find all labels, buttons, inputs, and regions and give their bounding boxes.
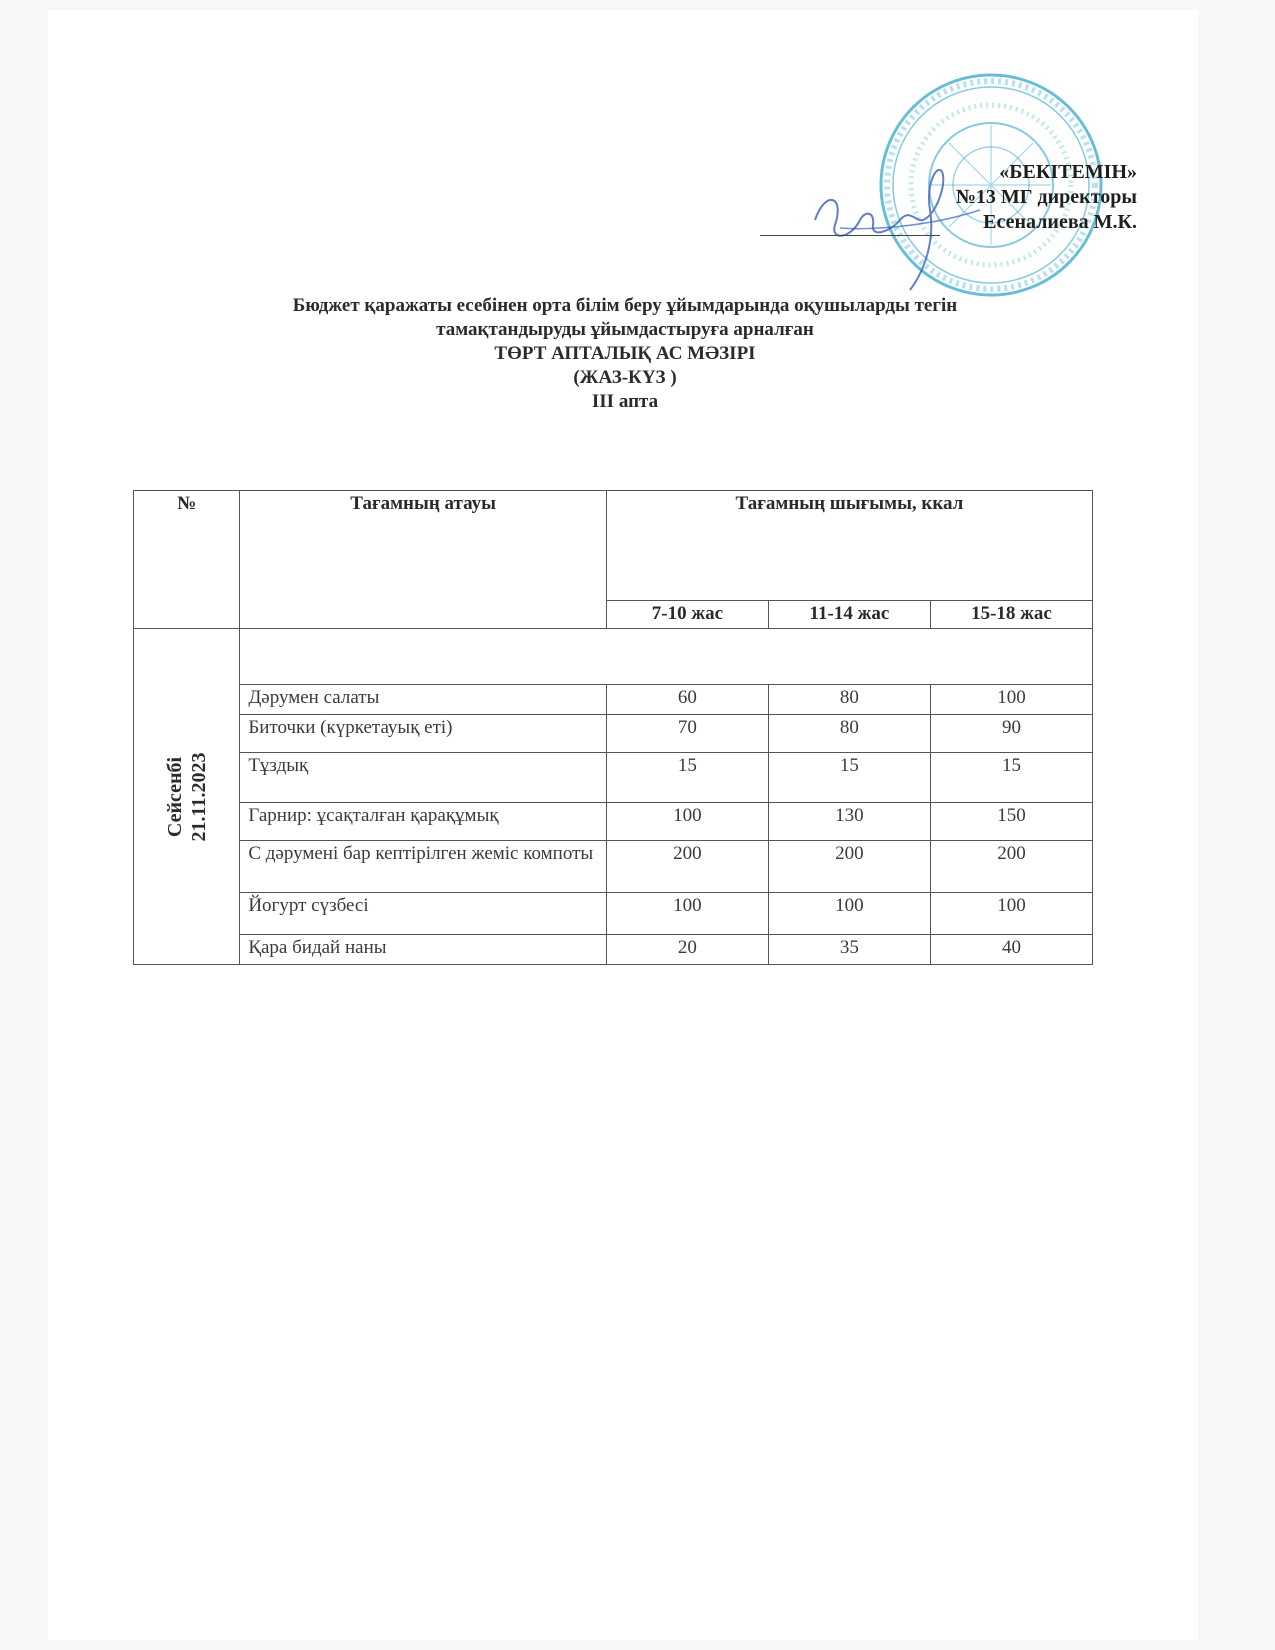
kcal-7-10: 100 — [606, 803, 768, 841]
day-name: Сейсенбі — [163, 756, 186, 837]
title-line-1: Бюджет қаражаты есебінен орта білім беру ұйымдарында оқушыларды тегін — [292, 295, 958, 316]
kcal-15-18: 100 — [930, 685, 1092, 715]
signature-line — [760, 235, 940, 236]
kcal-11-14: 80 — [768, 715, 930, 753]
day-date: 21.11.2023 — [187, 752, 210, 841]
table-row — [134, 685, 1093, 715]
document-title — [120, 294, 1130, 414]
header-age-15-18: 15-18 жас — [930, 601, 1092, 629]
dish-name: Биточки (күркетауық еті) — [240, 715, 607, 753]
title-line-4: (ЖАЗ-КҮЗ ) — [573, 367, 677, 388]
approval-director-name: Есеналиева М.К. — [983, 211, 1137, 233]
kcal-7-10: 70 — [606, 715, 768, 753]
menu-table — [133, 490, 1093, 965]
title-line-2: тамақтандыруды ұйымдастыруға арналған — [436, 319, 814, 340]
approval-block — [956, 160, 1137, 235]
kcal-11-14: 130 — [768, 803, 930, 841]
header-age-11-14: 11-14 жас — [768, 601, 930, 629]
dish-name: Гарнир: ұсақталған қарақұмық — [240, 803, 607, 841]
day-cell — [134, 629, 240, 965]
approval-heading: «БЕКІТЕМІН» — [999, 161, 1137, 183]
dish-name: Қара бидай наны — [240, 935, 607, 965]
title-line-5: ІІІ апта — [591, 391, 659, 412]
dish-name: С дәрумені бар кептірілген жеміс компоты — [240, 841, 607, 893]
kcal-11-14: 80 — [768, 685, 930, 715]
header-age-7-10: 7-10 жас — [606, 601, 768, 629]
table-row — [134, 753, 1093, 803]
meal-section-row — [240, 629, 1093, 685]
kcal-15-18: 200 — [930, 841, 1092, 893]
title-line-3: ТӨРТ АПТАЛЫҚ АС МӘЗІРІ — [494, 343, 756, 364]
table-row — [134, 935, 1093, 965]
dish-name: Йогурт сүзбесі — [240, 893, 607, 935]
kcal-11-14: 200 — [768, 841, 930, 893]
kcal-7-10: 200 — [606, 841, 768, 893]
table-row — [134, 715, 1093, 753]
kcal-7-10: 15 — [606, 753, 768, 803]
kcal-11-14: 15 — [768, 753, 930, 803]
kcal-11-14: 100 — [768, 893, 930, 935]
kcal-7-10: 100 — [606, 893, 768, 935]
kcal-15-18: 100 — [930, 893, 1092, 935]
dish-name: Дәрумен салаты — [240, 685, 607, 715]
header-dish-name: Тағамның атауы — [240, 491, 607, 629]
header-number: № — [134, 491, 240, 629]
approval-position: №13 МГ директоры — [955, 186, 1137, 208]
table-row — [134, 893, 1093, 935]
kcal-11-14: 35 — [768, 935, 930, 965]
header-output: Тағамның шығымы, ккал — [606, 491, 1092, 601]
day-label — [163, 752, 211, 841]
dish-name: Тұздық — [240, 753, 607, 803]
table-row — [134, 803, 1093, 841]
kcal-15-18: 90 — [930, 715, 1092, 753]
kcal-15-18: 40 — [930, 935, 1092, 965]
kcal-15-18: 15 — [930, 753, 1092, 803]
kcal-7-10: 20 — [606, 935, 768, 965]
table-row — [134, 841, 1093, 893]
kcal-7-10: 60 — [606, 685, 768, 715]
kcal-15-18: 150 — [930, 803, 1092, 841]
